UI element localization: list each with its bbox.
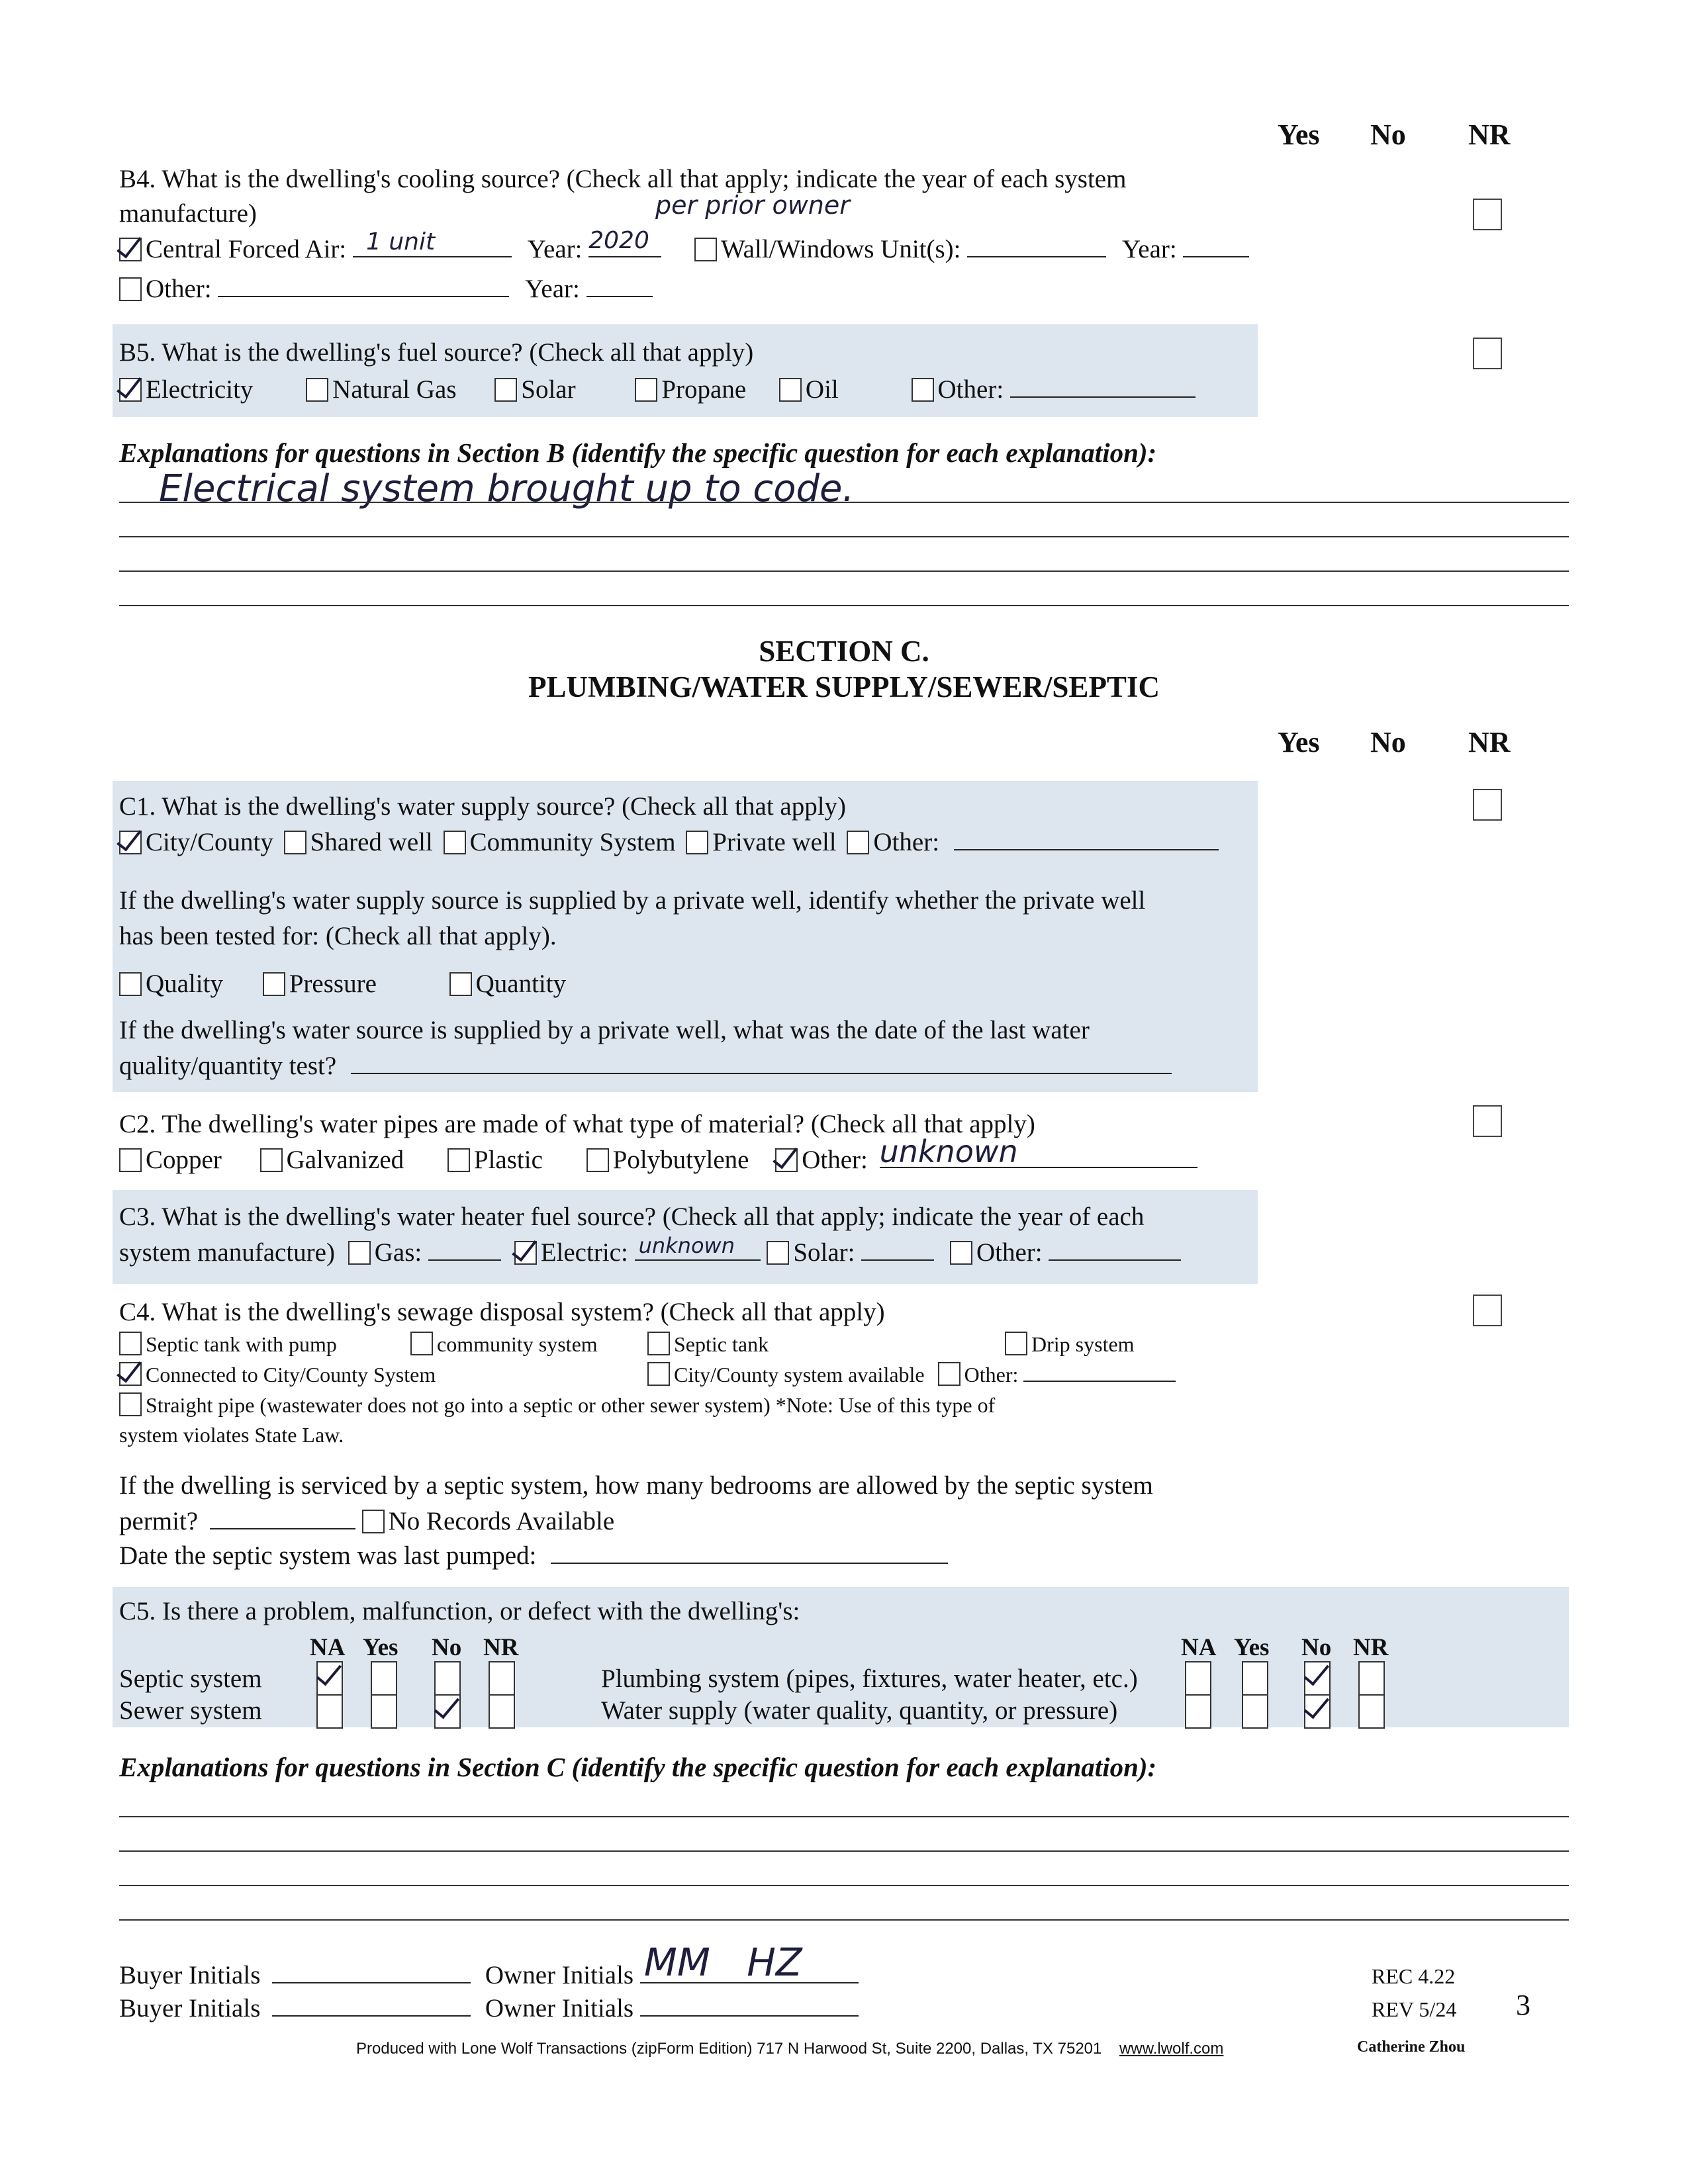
owner-initials-label-2: Owner Initials (485, 1994, 634, 2023)
quantity-label: Quantity (475, 970, 567, 998)
c1-well-q2: has been tested for: (Check all that apply). (119, 922, 557, 950)
b4-row2 (119, 274, 653, 304)
c1-date-row (119, 1051, 1172, 1081)
expl-c-line4[interactable] (119, 1919, 1569, 1921)
c4-pumped-label: Date the septic system was last pumped: (119, 1541, 537, 1570)
city-available-checkbox[interactable] (647, 1362, 670, 1386)
septic-yes-checkbox[interactable] (371, 1661, 397, 1696)
septic-tank-checkbox[interactable] (647, 1332, 670, 1355)
buyer-initials-field-2[interactable] (272, 1997, 471, 2017)
sewer-system-label: Sewer system (119, 1696, 262, 1725)
c3-electric-checkbox[interactable] (514, 1241, 537, 1265)
b4-question-line2: manufacture) (119, 199, 257, 228)
b5-other-field[interactable] (1010, 378, 1196, 398)
plumbing-na-checkbox[interactable] (1185, 1661, 1211, 1696)
buyer-initials-field-1[interactable] (272, 1964, 471, 1983)
private-well-checkbox[interactable] (686, 831, 708, 854)
b4-nr-checkbox[interactable] (1473, 199, 1502, 230)
expl-c-line2[interactable] (119, 1850, 1569, 1852)
pressure-label: Pressure (289, 970, 377, 998)
no-records-label: No Records Available (388, 1507, 615, 1535)
c1-other-label: Other: (873, 828, 940, 856)
c4-row2 (119, 1362, 436, 1387)
year-field[interactable] (588, 227, 661, 257)
c5-right-yes: Yes (1234, 1634, 1270, 1661)
expl-b-heading: Explanations for questions in Section B (identify the specific question for each explanation): (119, 437, 1157, 468)
water-supply-nr-checkbox[interactable] (1358, 1694, 1385, 1729)
owner-initials-field-2[interactable] (640, 1997, 859, 2017)
buyer-initials-label-1: Buyer Initials (119, 1961, 261, 1989)
c2-other-value: unknown (879, 1134, 1018, 1169)
copper-label: Copper (146, 1146, 222, 1174)
water-supply-label: Water supply (water quality, quantity, or pressure) (601, 1696, 1118, 1725)
col-yes-header: Yes (1278, 118, 1320, 151)
quality-checkbox[interactable] (119, 972, 142, 996)
section-c-subtitle: PLUMBING/WATER SUPPLY/SEWER/SEPTIC (528, 670, 1160, 704)
expl-b-text[interactable]: Electrical system brought up to code. (159, 467, 855, 510)
plumbing-yes-checkbox[interactable] (1242, 1661, 1268, 1696)
sewer-nr-checkbox[interactable] (489, 1694, 515, 1729)
sewer-no-checkbox[interactable] (434, 1694, 461, 1729)
c4-septic (647, 1332, 769, 1357)
c3-gas-label: Gas: (374, 1238, 422, 1267)
water-supply-yes-checkbox[interactable] (1242, 1694, 1268, 1729)
b5-other-checkbox[interactable] (912, 378, 934, 402)
c5-right-nr: NR (1353, 1634, 1389, 1661)
page-number: 3 (1516, 1989, 1530, 2021)
c3-electric-label: Electric: (540, 1238, 628, 1267)
expl-b-line1 (119, 502, 1569, 503)
shared-well-checkbox[interactable] (284, 831, 306, 854)
natural-gas-checkbox[interactable] (306, 378, 328, 402)
author-name: Catherine Zhou (1357, 2038, 1466, 2056)
oil-label: Oil (805, 375, 839, 404)
c1-other-field[interactable] (954, 831, 1219, 850)
expl-c-heading: Explanations for questions in Section C (identify the specific question for each explanation): (119, 1752, 1157, 1782)
drip-system-checkbox[interactable] (1005, 1332, 1027, 1355)
sewer-yes-checkbox[interactable] (371, 1694, 397, 1729)
electricity-checkbox[interactable] (119, 378, 142, 402)
c5-left-yes: Yes (363, 1634, 399, 1661)
expl-b-line4 (119, 605, 1569, 606)
c5-right-na: NA (1181, 1634, 1217, 1661)
city-county-checkbox[interactable] (119, 831, 142, 854)
col-nr-header: NR (1468, 118, 1511, 151)
b4-other-label: Other: (146, 275, 212, 303)
c5-left-na: NA (310, 1634, 346, 1661)
c4-pumped-row (119, 1541, 948, 1570)
c4-other-field[interactable] (1023, 1362, 1176, 1382)
community-system-label: Community System (469, 828, 676, 856)
c4-row1 (119, 1332, 337, 1357)
c1-date-q1: If the dwelling's water source is supplied by a private well, what was the date of the last water (119, 1016, 1090, 1044)
solar-label: Solar (521, 375, 576, 404)
c2-other-checkbox[interactable] (775, 1148, 798, 1172)
quantity-checkbox[interactable] (449, 972, 472, 996)
c3-solar-label: Solar: (793, 1238, 855, 1267)
c4-community (410, 1332, 598, 1357)
initials-row1 (119, 1940, 859, 1990)
c4-nr-checkbox[interactable] (1473, 1295, 1502, 1326)
city-sewer-label: Connected to City/County System (146, 1363, 436, 1387)
plastic-label: Plastic (473, 1146, 543, 1174)
form-rec: REC 4.22 (1372, 1964, 1456, 1988)
wall-unit-label: Wall/Windows Unit(s): (720, 235, 961, 263)
c4-other-label: Other: (964, 1363, 1019, 1387)
no-records-checkbox[interactable] (362, 1510, 385, 1533)
c3-question-line2: system manufacture) (119, 1238, 335, 1267)
buyer-initials-label-2: Buyer Initials (119, 1994, 261, 2023)
c4-other-checkbox[interactable] (938, 1362, 961, 1386)
year-label: Year: (527, 235, 583, 263)
owner-initials-label-1: Owner Initials (485, 1961, 634, 1989)
septic-pump-checkbox[interactable] (119, 1332, 142, 1355)
expl-b-line2 (119, 536, 1569, 537)
b4-prior-owner-note: per prior owner (655, 191, 850, 220)
c4-bed-q1: If the dwelling is serviced by a septic system, how many bedrooms are allowed by the septic system (119, 1471, 1153, 1500)
b4-question-line1: B4. What is the dwelling's cooling source? (Check all that apply; indicate the year of each system (119, 165, 1127, 193)
central-air-checkbox[interactable] (119, 238, 142, 261)
c2-nr-checkbox[interactable] (1473, 1105, 1502, 1137)
propane-label: Propane (661, 375, 747, 404)
expl-b-line3 (119, 570, 1569, 572)
c5-question: C5. Is there a problem, malfunction, or defect with the dwelling's: (119, 1597, 800, 1625)
plastic-checkbox[interactable] (447, 1148, 470, 1172)
c5-right-no: No (1301, 1634, 1332, 1661)
city-sewer-checkbox[interactable] (119, 1362, 142, 1386)
footer (356, 2040, 1223, 2058)
c1-question: C1. What is the dwelling's water supply source? (Check all that apply) (119, 792, 847, 821)
community-sewer-label: community system (437, 1332, 598, 1356)
c1-well-q1: If the dwelling's water supply source is supplied by a private well, identify whether the private well (119, 886, 1146, 915)
c3-solar-checkbox[interactable] (767, 1241, 789, 1265)
septic-na-checkbox[interactable] (316, 1661, 343, 1696)
bedrooms-field[interactable] (210, 1510, 355, 1529)
c3-solar-field[interactable] (861, 1241, 934, 1261)
c3-question-line1: C3. What is the dwelling's water heater fuel source? (Check all that apply; indicate the year of each (119, 1203, 1145, 1231)
owner-initials-field-1[interactable] (640, 1940, 859, 1985)
c1-other-checkbox[interactable] (847, 831, 869, 854)
community-sewer-checkbox[interactable] (410, 1332, 433, 1355)
year2-label: Year: (1122, 235, 1177, 263)
galvanized-checkbox[interactable] (260, 1148, 283, 1172)
water-supply-no-checkbox[interactable] (1304, 1694, 1331, 1729)
c3-other-checkbox[interactable] (950, 1241, 972, 1265)
c4-row3 (119, 1392, 995, 1418)
central-air-field[interactable] (353, 228, 512, 257)
wall-unit-checkbox[interactable] (694, 238, 717, 261)
solar-checkbox[interactable] (494, 378, 517, 402)
section-c-title: SECTION C. (759, 635, 929, 668)
electricity-label: Electricity (146, 375, 254, 404)
initials-row2 (119, 1993, 859, 2023)
b4-other-checkbox[interactable] (119, 277, 142, 301)
city-available-label: City/County system available (674, 1363, 925, 1387)
b4-row1 (119, 227, 1249, 264)
galvanized-label: Galvanized (286, 1146, 404, 1174)
septic-tank-label: Septic tank (674, 1332, 769, 1356)
drip-system-label: Drip system (1031, 1332, 1135, 1356)
propane-checkbox[interactable] (635, 378, 657, 402)
oil-checkbox[interactable] (779, 378, 802, 402)
c1-options (119, 827, 1219, 857)
c1-nr-checkbox[interactable] (1473, 789, 1502, 821)
expl-c-line1[interactable] (119, 1816, 1569, 1817)
straight-pipe-label: Straight pipe (wastewater does not go into a septic or other sewer system) *Note: Use of this type of (146, 1393, 996, 1417)
straight-pipe-checkbox[interactable] (119, 1392, 142, 1416)
polybutylene-checkbox[interactable] (586, 1148, 609, 1172)
c3-electric-field[interactable] (635, 1233, 761, 1261)
central-air-label: Central Forced Air: (146, 235, 347, 263)
c-col-yes-header: Yes (1278, 726, 1320, 758)
c3-other-label: Other: (976, 1238, 1043, 1267)
c-col-no-header: No (1370, 726, 1406, 758)
c3-options (119, 1233, 1181, 1267)
central-air-value: 1 unit (366, 228, 436, 255)
c3-gas-field[interactable] (428, 1241, 501, 1261)
wall-unit-field[interactable] (967, 238, 1106, 257)
footer-produced: Produced with Lone Wolf Transactions (zipForm Edition) 717 N Harwood St, Suite 2200, Dallas, TX 75201 (356, 2040, 1102, 2058)
c2-other-label: Other: (802, 1146, 868, 1174)
year2-field[interactable] (1183, 238, 1249, 257)
year-value: 2020 (588, 227, 649, 254)
plumbing-system-label: Plumbing system (pipes, fixtures, water heater, etc.) (601, 1664, 1138, 1693)
c1-date-field[interactable] (351, 1054, 1172, 1074)
b5-other-label: Other: (937, 375, 1004, 404)
water-supply-na-checkbox[interactable] (1185, 1694, 1211, 1729)
c5-left-nr: NR (483, 1634, 519, 1661)
polybutylene-label: Polybutylene (612, 1146, 749, 1174)
private-well-label: Private well (712, 828, 837, 856)
septic-pump-label: Septic tank with pump (146, 1332, 337, 1356)
sewer-na-checkbox[interactable] (316, 1694, 343, 1729)
plumbing-nr-checkbox[interactable] (1358, 1661, 1385, 1696)
b5-nr-checkbox[interactable] (1473, 338, 1502, 369)
community-system-checkbox[interactable] (444, 831, 466, 854)
c2-options (119, 1134, 1197, 1175)
plumbing-no-checkbox[interactable] (1304, 1661, 1331, 1696)
quality-label: Quality (146, 970, 223, 998)
natural-gas-label: Natural Gas (332, 375, 457, 404)
septic-nr-checkbox[interactable] (489, 1661, 515, 1696)
c4-question: C4. What is the dwelling's sewage disposal system? (Check all that apply) (119, 1298, 885, 1326)
c4-city-avail (647, 1362, 1176, 1387)
c4-row3-cont: system violates State Law. (119, 1423, 344, 1447)
c3-gas-checkbox[interactable] (348, 1241, 371, 1265)
b5-options (119, 375, 1196, 404)
col-no-header: No (1370, 118, 1406, 151)
city-county-label: City/County (146, 828, 273, 856)
c2-other-field[interactable] (879, 1134, 1197, 1169)
pressure-checkbox[interactable] (263, 972, 285, 996)
copper-checkbox[interactable] (119, 1148, 142, 1172)
b4-other-field[interactable] (218, 277, 509, 297)
c1-date-q2: quality/quantity test? (119, 1052, 337, 1080)
c-col-nr-header: NR (1468, 726, 1511, 758)
form-rev: REV 5/24 (1372, 1997, 1457, 2021)
footer-link[interactable]: www.lwolf.com (1119, 2040, 1224, 2058)
year3-field[interactable] (586, 277, 653, 297)
c1-tests (119, 969, 566, 999)
expl-c-line3[interactable] (119, 1885, 1569, 1886)
c2-question: C2. The dwelling's water pipes are made of what type of material? (Check all that apply) (119, 1110, 1035, 1138)
c4-bed-q2: permit? (119, 1507, 199, 1535)
septic-system-label: Septic system (119, 1664, 262, 1693)
c5-left-no: No (432, 1634, 462, 1661)
year3-label: Year: (525, 275, 580, 303)
owner-initials-value: MM HZ (643, 1940, 802, 1985)
c3-other-field[interactable] (1049, 1241, 1181, 1261)
c4-bed-row (119, 1506, 614, 1536)
c4-drip (1005, 1332, 1135, 1357)
shared-well-label: Shared well (310, 828, 433, 856)
pumped-date-field[interactable] (551, 1544, 948, 1564)
b5-question: B5. What is the dwelling's fuel source? (Check all that apply) (119, 338, 754, 367)
septic-no-checkbox[interactable] (434, 1661, 461, 1696)
c3-electric-value: unknown (638, 1233, 735, 1258)
